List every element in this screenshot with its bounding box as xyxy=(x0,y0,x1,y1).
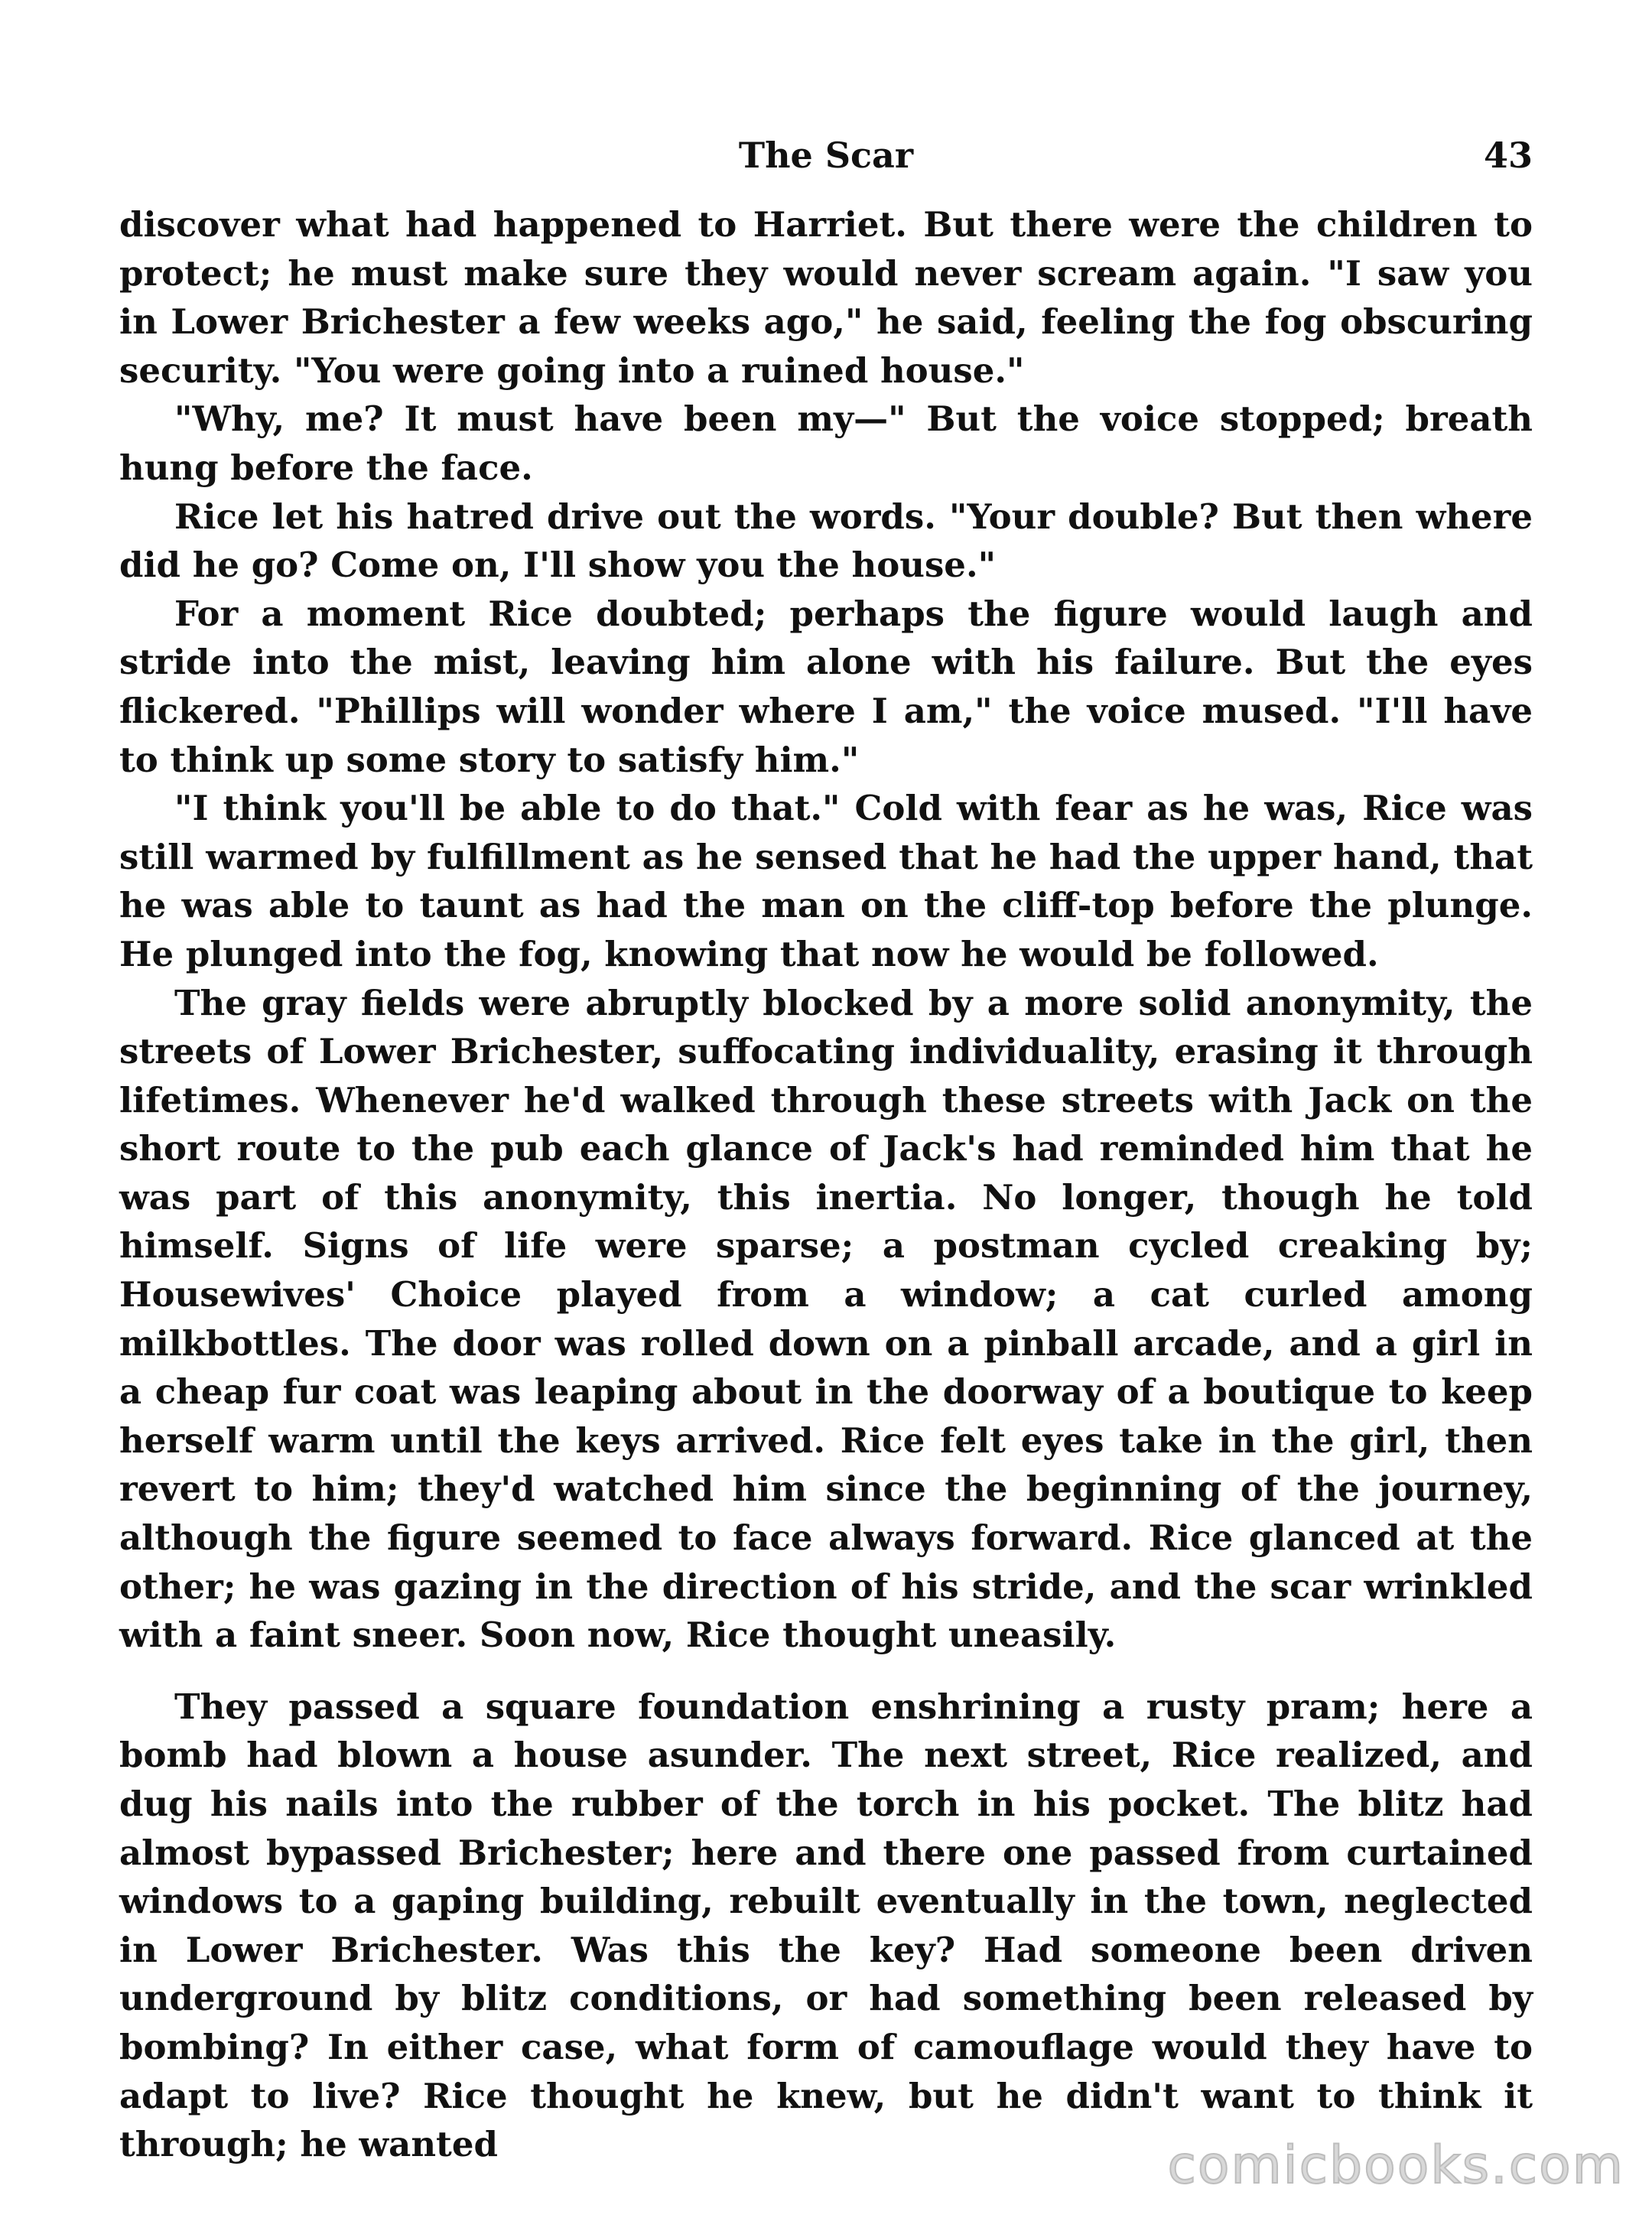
watermark: comicbooks.com xyxy=(1167,2135,1624,2196)
page-header xyxy=(119,128,1533,182)
paragraph: Rice let his hatred drive out the words. "Your double? But then where did he go? Come on, I'll show you the house." xyxy=(119,496,1533,586)
running-title: The Scar xyxy=(738,135,914,176)
paragraph: The gray fields were abruptly blocked by a more solid anonymity, the streets of Lower Brichester, suffocating individuality, erasing it through lifetimes. Whenever he'd walked through these streets with Jack on the short route to the pub each glance of Jack's had reminded him that he was part of this anonymity, this inertia. No longer, though he told himself. Signs of life were sparse; a postman cycled creaking by; Housewives' Choice played from a window; a cat curled among milkbottles. The door was rolled down on a pinball arcade, and a girl in a cheap fur coat was leaping about in the doorway of a boutique to keep herself warm until the keys arrived. Rice felt eyes take in the girl, then revert to him; they'd watched him since the beginning of the journey, although the figure seemed to face always forward. Rice glanced at the other; he was gazing in the direction of his stride, and the scar wrinkled with a faint sneer. Soon now, Rice thought uneasily. xyxy=(119,982,1533,1656)
paragraph: "Why, me? It must have been my—" But the voice stopped; breath hung before the face. xyxy=(119,398,1533,488)
paragraph: "I think you'll be able to do that." Cold with fear as he was, Rice was still warmed by fulfillment as he sensed that he had the upper hand, that he was able to taunt as had the man on the cliff-top before the plunge. He plunged into the fog, knowing that now he would be followed. xyxy=(119,788,1533,974)
body-text xyxy=(119,200,1533,2169)
paragraph: They passed a square foundation enshrining a rusty pram; here a bomb had blown a house asunder. The next street, Rice realized, and dug his nails into the rubber of the torch in his pocket. The blitz had almost bypassed Brichester; here and there one passed from curtained windows to a gaping building, rebuilt eventually in the town, neglected in Lower Brichester. Was this the key? Had someone been driven underground by blitz conditions, or had something been released by bombing? In either case, what form of camouflage would they have to adapt to live? Rice thought he knew, but he didn't want to think it through; he wanted xyxy=(119,1686,1533,2165)
paragraph: discover what had happened to Harriet. But there were the children to protect; he must make sure they would never scream again. "I saw you in Lower Brichester a few weeks ago," he said, feeling the fog obscuring security. "You were going into a ruined house." xyxy=(119,204,1533,391)
page-number: 43 xyxy=(1483,135,1533,176)
paragraph: For a moment Rice doubted; perhaps the figure would laugh and stride into the mist, leaving him alone with his failure. But the eyes flickered. "Phillips will wonder where I am," the voice mused. "I'll have to think up some story to satisfy him." xyxy=(119,593,1533,780)
